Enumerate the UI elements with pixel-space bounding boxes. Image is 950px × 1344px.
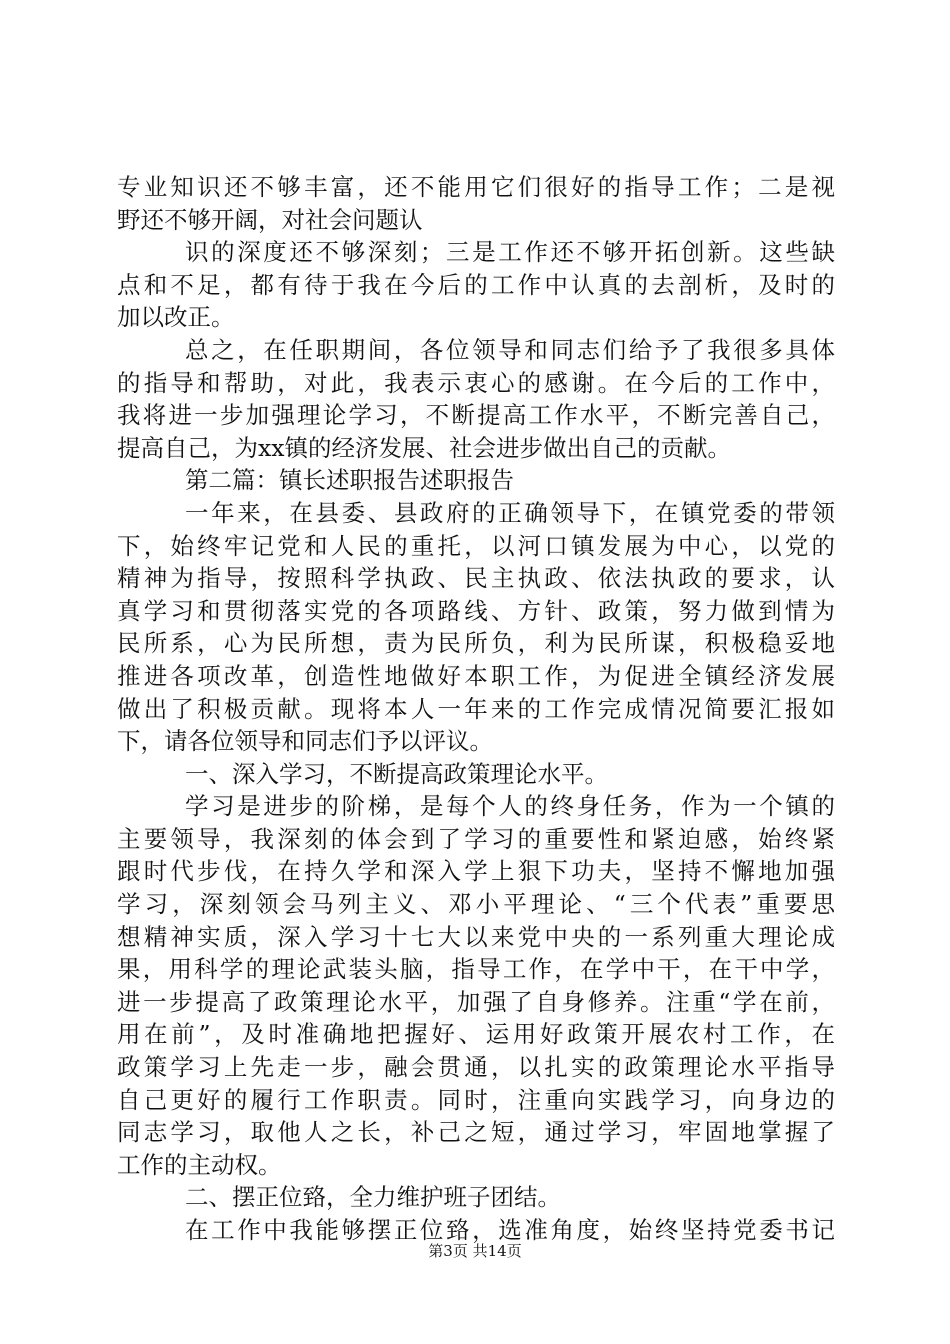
text-line: 同志学习，取他人之长，补己之短，通过学习，牢固地掌握了 [117, 1118, 835, 1147]
text-line: 真学习和贯彻落实党的各项路线、方针、政策，努力做到情为 [117, 596, 835, 625]
text-line: 工作的主动权。 [117, 1150, 282, 1179]
text-line: 推进各项改革，创造性地做好本职工作，为促进全镇经济发展 [117, 661, 835, 690]
text-line: 我将进一步加强理论学习，不断提高工作水平，不断完善自己， [117, 401, 835, 430]
text-line: 提高自己，为xx镇的经济发展、社会进步做出自己的贡献。 [117, 433, 732, 462]
text-line: 下，请各位领导和同志们予以评议。 [117, 727, 493, 756]
text-line: 学习是进步的阶梯，是每个人的终身任务，作为一个镇的 [185, 792, 835, 821]
text-line: 民所系，心为民所想，责为民所负，利为民所谋，积极稳妥地 [117, 629, 835, 658]
text-line: 自己更好的履行工作职责。同时，注重向实践学习，向身边的 [117, 1085, 835, 1114]
text-line: 点和不足，都有待于我在今后的工作中认真的去剖析，及时的 [117, 270, 835, 299]
text-line: 识的深度还不够深刻；三是工作还不够开拓创新。这些缺 [185, 238, 835, 267]
text-line: 用在前”，及时准确地把握好、运用好政策开展农村工作，在 [117, 1020, 835, 1049]
text-line: 加以改正。 [117, 303, 235, 332]
text-line: 学习，深刻领会马列主义、邓小平理论、“三个代表”重要思 [117, 890, 835, 919]
section-heading: 二、摆正位臵，全力维护班子团结。 [185, 1183, 561, 1212]
text-line: 在工作中我能够摆正位臵，选准角度，始终坚持党委书记 [185, 1216, 835, 1244]
text-line: 一年来，在县委、县政府的正确领导下，在镇党委的带领 [185, 498, 835, 527]
page-number-footer: 第3页 共14页 [428, 1242, 522, 1260]
text-line: 野还不够开阔，对社会问题认 [117, 205, 423, 234]
text-line: 的指导和帮助，对此，我表示衷心的感谢。在今后的工作中， [117, 368, 835, 397]
text-line: 专业知识还不够丰富，还不能用它们很好的指导工作；二是视 [117, 173, 835, 201]
text-line: 跟时代步伐，在持久学和深入学上狠下功夫，坚持不懈地加强 [117, 857, 835, 886]
text-line: 做出了积极贡献。现将本人一年来的工作完成情况简要汇报如 [117, 694, 835, 723]
section-heading: 一、深入学习，不断提高政策理论水平。 [185, 759, 608, 788]
text-line: 果，用科学的理论武装头脑，指导工作，在学中干，在干中学， [117, 955, 835, 984]
section-heading: 第二篇：镇长述职报告述职报告 [185, 466, 514, 495]
text-line: 总之，在任职期间，各位领导和同志们给予了我很多具体 [185, 335, 835, 364]
text-line: 主要领导，我深刻的体会到了学习的重要性和紧迫感，始终紧 [117, 824, 835, 853]
document-body [117, 171, 835, 1247]
text-line: 精神为指导，按照科学执政、民主执政、依法执政的要求，认 [117, 564, 835, 593]
text-line: 政策学习上先走一步，融会贯通，以扎实的政策理论水平指导 [117, 1053, 835, 1082]
text-line: 进一步提高了政策理论水平，加强了自身修养。注重“学在前， [117, 987, 835, 1016]
text-line: 想精神实质，深入学习十七大以来党中央的一系列重大理论成 [117, 922, 835, 951]
text-line: 下，始终牢记党和人民的重托，以河口镇发展为中心，以党的 [117, 531, 835, 560]
